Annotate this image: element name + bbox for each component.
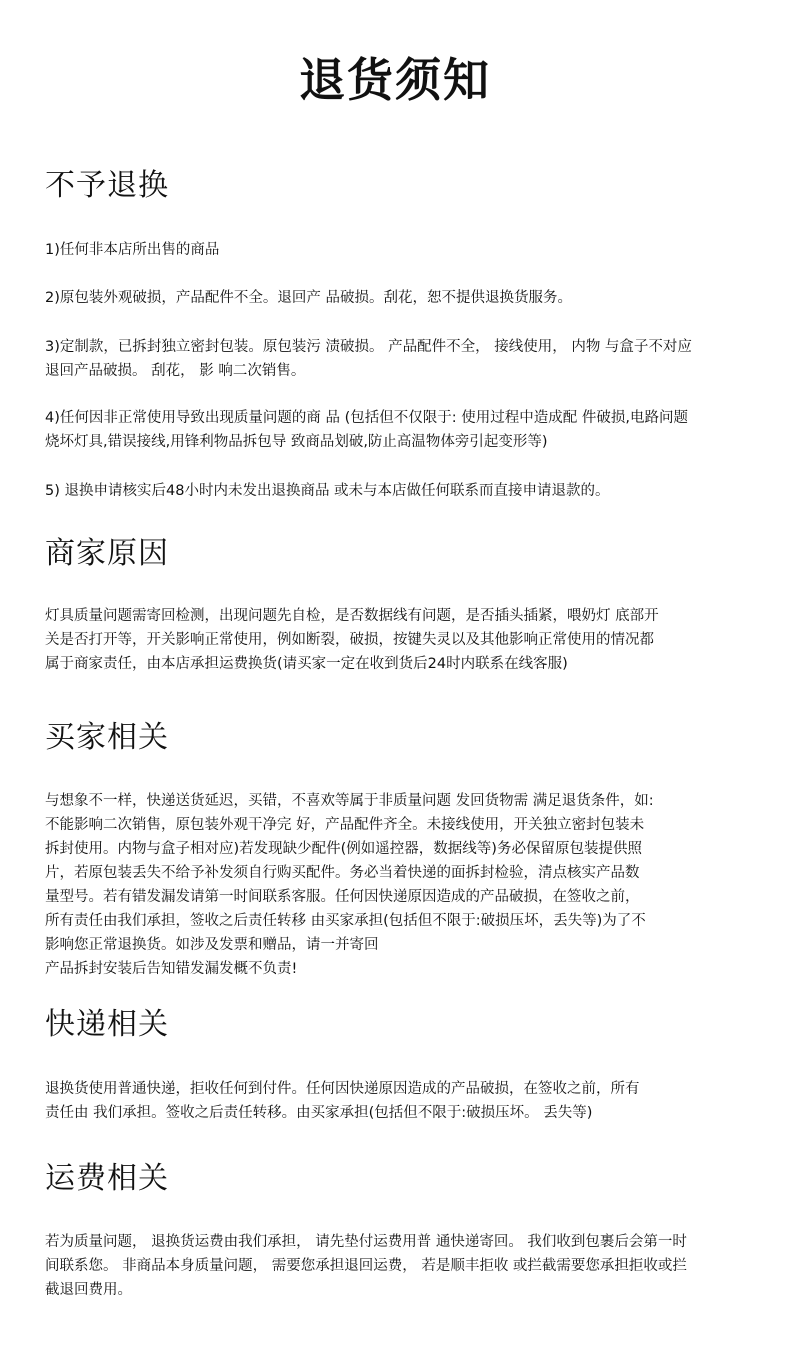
buyer-paragraph (45, 789, 760, 981)
no-return-item-2-text: 2)原包装外观破损，产品配件不全。退回产 品破损。刮花，恕不提供退换货服务。 (45, 290, 572, 306)
no-return-item-3 (45, 335, 760, 383)
section-heading-merchant: 商家原因 (45, 536, 169, 571)
merchant-line: 灯具质量问题需寄回检测，出现问题先自检，是否数据线有问题，是否插头插紧，喂奶灯 底部开 (45, 608, 659, 624)
buyer-line: 与想象不一样，快递送货延迟，买错，不喜欢等属于非质量问题 发回货物需 满足退货条件，如: (45, 793, 654, 809)
shipping-paragraph (45, 1230, 760, 1302)
courier-line: 责任由 我们承担。签收之后责任转移。由买家承担(包括但不限于:破损压坏。 丢失等) (45, 1105, 593, 1121)
no-return-item-4 (45, 406, 760, 454)
shipping-line: 截退回费用。 (45, 1282, 132, 1298)
page-title: 退货须知 (299, 53, 491, 107)
no-return-item-5 (45, 479, 760, 503)
buyer-line: 片，若原包装丢失不给予补发须自行购买配件。务必当着快递的面拆封检验，清点核实产品数 (45, 865, 640, 881)
section-heading-buyer: 买家相关 (45, 720, 169, 755)
courier-paragraph (45, 1077, 760, 1125)
buyer-line: 影响您正常退换货。如涉及发票和赠品，请一并寄回 (45, 937, 379, 953)
buyer-line: 不能影响二次销售，原包装外观干净完 好，产品配件齐全。未接线使用，开关独立密封包装未 (45, 817, 645, 833)
no-return-item-1 (45, 238, 760, 262)
no-return-item-3-line-1: 3)定制款，已拆封独立密封包装。原包装污 渍破损。 产品配件不全， 接线使用， 内物 与盒子不对应 (45, 339, 692, 355)
section-heading-no-return: 不予退换 (45, 168, 169, 203)
courier-line: 退换货使用普通快递，拒收任何到付件。任何因快递原因造成的产品破损，在签收之前，所有 (45, 1081, 640, 1097)
section-heading-courier: 快递相关 (45, 1007, 169, 1042)
buyer-line: 拆封使用。内物与盒子相对应)若发现缺少配件(例如遥控器，数据线等)务必保留原包装提供照 (45, 841, 642, 857)
shipping-line: 若为质量问题， 退换货运费由我们承担， 请先垫付运费用普 通快递寄回。 我们收到包裹后会第一时 (45, 1234, 687, 1250)
no-return-item-3-line-2: 退回产品破损。 刮花， 影 响二次销售。 (45, 363, 306, 379)
no-return-item-1-text: 1)任何非本店所出售的商品 (45, 242, 220, 258)
no-return-item-2 (45, 286, 760, 310)
section-heading-shipping: 运费相关 (45, 1161, 169, 1196)
no-return-item-5-text: 5) 退换申请核实后48小时内未发出退换商品 或未与本店做任何联系而直接申请退款的。 (45, 483, 610, 499)
merchant-paragraph (45, 604, 760, 676)
no-return-item-4-line-2: 烧坏灯具,错误接线,用锋利物品拆包导 致商品划破,防止高温物体旁引起变形等) (45, 434, 548, 450)
no-return-item-4-line-1: 4)任何因非正常使用导致出现质量问题的商 品 (包括但不仅限于: 使用过程中造成配 件破损,电路问题 (45, 410, 688, 426)
shipping-line: 间联系您。 非商品本身质量问题， 需要您承担退回运费， 若是顺丰拒收 或拦截需要您承担拒收或拦 (45, 1258, 687, 1274)
merchant-line: 属于商家责任，由本店承担运费换货(请买家一定在收到货后24时内联系在线客服) (45, 656, 568, 672)
merchant-line: 关是否打开等，开关影响正常使用，例如断裂，破损，按键失灵以及其他影响正常使用的情况都 (45, 632, 654, 648)
buyer-line: 量型号。若有错发漏发请第一时间联系客服。任何因快递原因造成的产品破损，在签收之前， (45, 889, 640, 905)
buyer-line: 所有责任由我们承担，签收之后责任转移 由买家承担(包括但不限于:破损压坏，丢失等)为了不 (45, 913, 646, 929)
buyer-line: 产品拆封安装后告知错发漏发概不负责! (45, 961, 298, 977)
